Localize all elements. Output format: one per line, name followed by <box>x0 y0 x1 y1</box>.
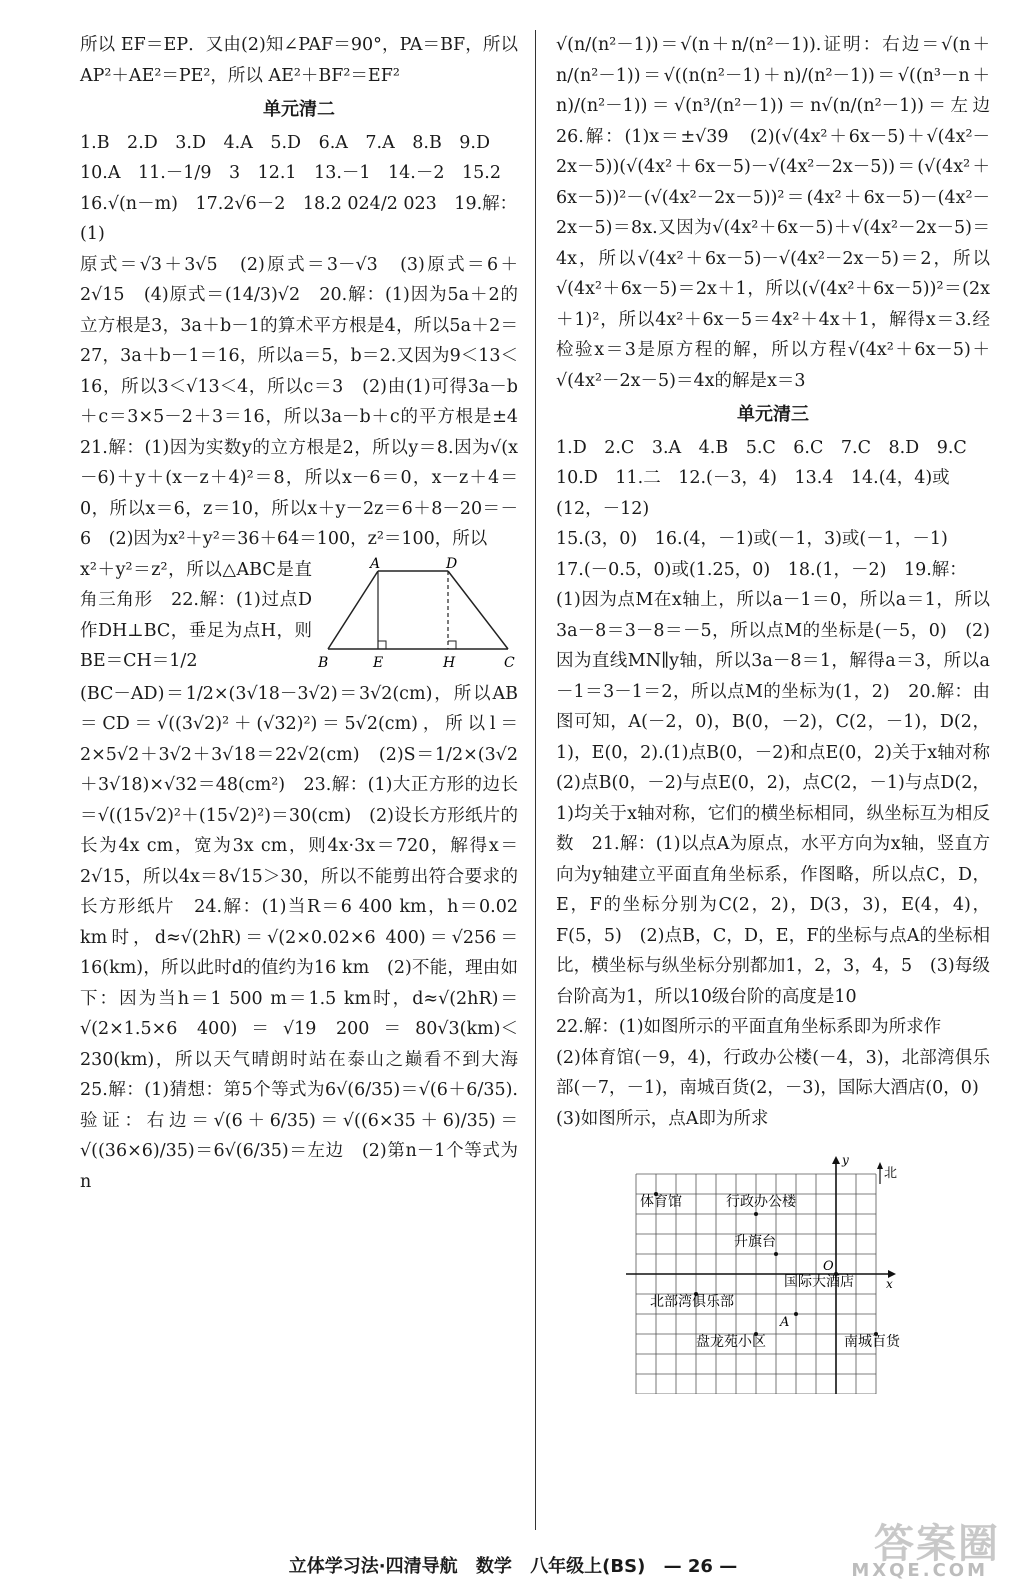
y-axis-label: y <box>842 1154 849 1167</box>
origin-label: O <box>823 1259 834 1274</box>
footer-subject: 数学 <box>475 1556 512 1577</box>
left-para-3: (BC－AD)＝1/2×(3√18－3√2)＝3√2(cm)，所以AB＝CD＝√((3√2)²＋(√32)²)＝5√2(cm)，所以l＝2×5√2＋3√2＋3√18＝22√2(cm) (2)S＝1/2×(3√2＋3√18)×√32＝48(cm²) 23.解：(1)大正方形的边长＝√((15√2)²＋(15√2)²)＝30(cm) (2)设长方形纸片的长为4x cm，宽为3x cm，则4x·3x＝720，解得x＝2√15，所以4x＝8√15＞30，所以不能剪出符合要求的长方形纸片 24.解：(1)当R＝6 400 km，h＝0.02 km时，d≈√(2hR)＝√(2×0.02×6 400)＝√256＝16(km)，所以此时d的值约为16 km (2)不能，理由如下：因为当h＝1 500 m＝1.5 km时，d≈√(2hR)＝√(2×1.5×6 400)＝√19 200＝80√3(km)＜230(km)，所以天气晴朗时站在泰山之巅看不到大海 25.解：(1)猜想：第5个等式为6√(6/35)＝√(6＋6/35).验证：右边＝√(6＋6/35)＝√((6×35＋6)/35)＝√((36×6)/35)＝6√(6/35)＝左边 (2)第n－1个等式为n <box>80 683 536 1192</box>
footer-book: 立体学习法·四清导航 <box>288 1556 458 1577</box>
answers-row-3: 16.√(n－m) 17.2√6－2 18.2 024/2 023 19.解：(1) <box>80 193 518 244</box>
left-column <box>80 30 536 1197</box>
label-a: A <box>370 556 381 572</box>
answers3-row-4: 17.(－0.5，0)或(1.25，0) 18.(1，－2) 19.解： <box>556 559 967 580</box>
right-column <box>556 30 1008 1405</box>
coordinate-map-figure <box>616 1154 916 1394</box>
answers3-row-1: 1.D 2.C 3.A 4.B 5.C 6.C 7.C 8.D 9.C <box>556 437 967 458</box>
north-arrow-icon <box>877 1162 883 1169</box>
right-para-4: (2)体育馆(－9，4)，行政办公楼(－4，3)，北部湾俱乐部(－7，－1)，南城百货(2，－3)，国际大酒店(0，0) <box>556 1047 990 1098</box>
section-heading-unit2: 单元清二 <box>263 99 335 120</box>
left-para-0: 所以 EF＝EP．又由(2)知∠PAF＝90°，PA＝BF，所以 AP²＋AE²＝PE²，所以 AE²＋BF²＝EF² <box>80 35 518 86</box>
answers-row-2: 10.A 11.－1/9 3 12.1 13.－1 14.－2 15.2 <box>80 163 501 183</box>
place-flag: 升旗台 <box>734 1234 776 1250</box>
right-para-5: (3)如图所示，点A即为所求 <box>556 1108 769 1129</box>
north-label: 北 <box>884 1166 898 1181</box>
section-heading-unit3: 单元清三 <box>737 404 809 425</box>
place-club: 北部湾俱乐部 <box>650 1294 734 1310</box>
right-para-3: 22.解：(1)如图所示的平面直角坐标系即为所求作 <box>556 1017 942 1037</box>
label-h: H <box>443 654 456 671</box>
watermark-url: MXQE.COM <box>851 1560 988 1581</box>
answers3-row-3: 15.(3，0) 16.(4，－1)或(－1，3)或(－1，－1) <box>556 529 948 549</box>
answers-row-1: 1.B 2.D 3.D 4.A 5.D 6.A 7.A 8.B 9.D <box>80 132 491 153</box>
label-b: B <box>318 654 329 671</box>
label-d: D <box>446 556 458 572</box>
left-para-2: x²＋y²＝z²，所以△ABC是直角三角形 22.解：(1)过点D作DH⊥BC，垂足为点H，则BE＝CH＝1/2 <box>80 559 312 671</box>
place-hotel: 国际大酒店 <box>784 1274 854 1290</box>
x-axis-label: x <box>886 1277 893 1291</box>
place-mall: 南城百货 <box>844 1334 900 1350</box>
left-para-1: 原式＝√3＋3√5 (2)原式＝3－√3 (3)原式＝6＋2√15 (4)原式＝(14/3)√2 20.解：(1)因为5a＋2的立方根是3，3a＋b－1的算术平方根是4，所以5a＋2＝27，3a＋b－1＝16，所以a＝5，b＝2.又因为9＜13＜16，所以3＜√13＜4，所以c＝3 (2)由(1)可得3a－b＋c＝3×5－2＋3＝16，所以3a－b＋c的平方根是±4 21.解：(1)因为实数y的立方根是2，所以y＝8.因为√(x－6)＋y＋(x－z＋4)²＝8，所以x－6＝0，x－z＋4＝0，所以x＝6，z＝10，所以x＋y－2z＝6＋8－20＝－6 (2)因为x²＋y²＝36＋64＝100，z²＝100，所以 <box>80 254 536 549</box>
place-gym: 体育馆 <box>640 1194 682 1210</box>
place-panlong: 盘龙苑小区 <box>696 1334 766 1350</box>
label-e: E <box>373 654 384 671</box>
answers3-row-2: 10.D 11.二 12.(－3，4) 13.4 14.(4，4)或(12，－12) <box>556 468 950 519</box>
trapezoid-figure <box>318 557 518 675</box>
right-para-2: (1)因为点M在x轴上，所以a－1＝0，所以a＝1，所以3a－8＝3－8＝－5，所以点M的坐标是(－5，0) (2)因为直线MN∥y轴，所以3a－8＝1，解得a＝3，所以a－1＝3－1＝2，所以点M的坐标为(1，2) 20.解：由图可知，A(－2，0)，B(0，－2)，C(2，－1)，D(2，1)，E(0，2).(1)点B(0，－2)和点E(0，2)关于x轴对称 (2)点B(0，－2)与点E(0，2)，点C(2，－1)与点D(2，1)均关于x轴对称，它们的横坐标相同，纵坐标互为相反数 21.解：(1)以点A为原点，水平方向为x轴，竖直方向为y轴建立平面直角坐标系，作图略，所以点C，D，E，F的坐标分别为C(2，2)，D(3，3)，E(4，4)，F(5，5) (2)点B，C，D，E，F的坐标与点A的坐标相比，横坐标与纵坐标分别都加1，2，3，4，5 (3)每级台阶高为1，所以10级台阶的高度是10 <box>556 590 1008 1007</box>
point-a-label: A <box>780 1315 790 1330</box>
column-divider <box>535 30 536 1530</box>
footer-grade: 八年级上(BS) <box>530 1556 646 1577</box>
label-c: C <box>504 654 515 671</box>
place-admin: 行政办公楼 <box>726 1194 796 1210</box>
right-para-1: √(n/(n²－1))＝√(n＋n/(n²－1)).证明：右边＝√(n＋n/(n²－1))＝√((n(n²－1)＋n)/(n²－1))＝√((n³－n＋n)/(n²－1))＝√(n³/(n²－1))＝n√(n/(n²－1))＝左边 26.解：(1)x＝±√39 (2)(√(4x²＋6x－5)＋√(4x²－2x－5))(√(4x²＋6x－5)－√(4x²－2x－5))＝(√(4x²＋6x－5))²－(√(4x²－2x－5))²＝(4x²＋6x－5)－(4x²－2x－5)＝8x.又因为√(4x²＋6x－5)＋√(4x²－2x－5)＝4x，所以√(4x²＋6x－5)－√(4x²－2x－5)＝2，所以√(4x²＋6x－5)＝2x＋1，所以(√(4x²＋6x－5))²＝(2x＋1)²，所以4x²＋6x－5＝4x²＋4x＋1，解得x＝3.经检验x＝3是原方程的解，所以方程√(4x²＋6x－5)＋√(4x²－2x－5)＝4x的解是x＝3 <box>556 35 1008 391</box>
watermark-logo: 答案圈 <box>874 1521 1000 1567</box>
footer-page: — 26 — <box>663 1556 738 1577</box>
